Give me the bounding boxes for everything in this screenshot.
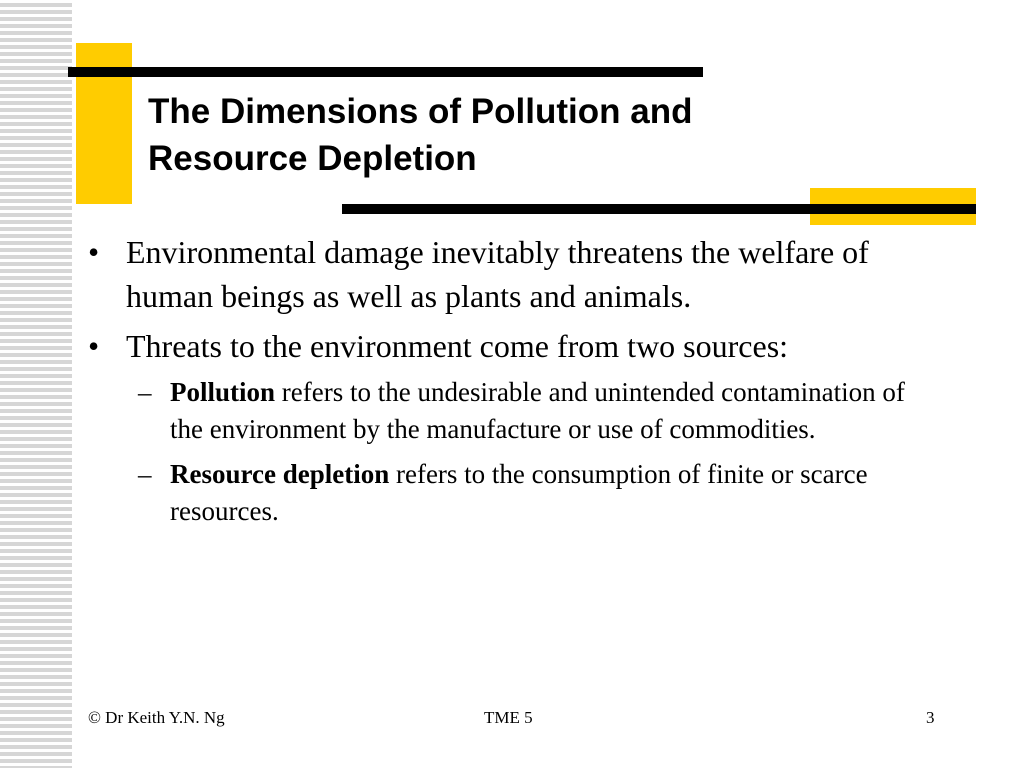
footer-course: TME 5	[484, 708, 533, 727]
title-line-1: The Dimensions of Pollution and	[148, 92, 693, 131]
sub-bullet-term: Resource depletion	[170, 459, 390, 489]
title-top-rule	[68, 67, 703, 77]
sub-bullet-mark: –	[138, 459, 152, 489]
title-bottom-rule	[342, 204, 976, 214]
bullet-item	[88, 230, 938, 318]
bullet-item	[88, 324, 938, 368]
bullet-mark: •	[88, 328, 100, 364]
slide-title	[148, 88, 848, 182]
footer-author: © Dr Keith Y.N. Ng	[88, 708, 225, 727]
bullet-mark: •	[88, 234, 100, 270]
sub-bullet-text: refers to the consumption of finite or scarce resources.	[170, 459, 868, 526]
slide-body	[88, 230, 938, 538]
sub-bullet-mark: –	[138, 377, 152, 407]
sub-bullet-term: Pollution	[170, 377, 276, 407]
title-line-2: Resource Depletion	[148, 139, 477, 178]
sub-bullet-text: refers to the undesirable and unintended contamination of the environment by the manufacture or use of commodities.	[170, 377, 905, 444]
footer-page-number: 3	[926, 708, 935, 727]
left-stripe-decoration	[0, 0, 72, 768]
sub-bullet-item	[88, 374, 938, 448]
bullet-text: Threats to the environment come from two sources:	[126, 328, 789, 364]
bullet-text: Environmental damage inevitably threatens the welfare of human beings as well as plants and animals.	[126, 234, 869, 314]
sub-bullet-item	[88, 456, 938, 530]
